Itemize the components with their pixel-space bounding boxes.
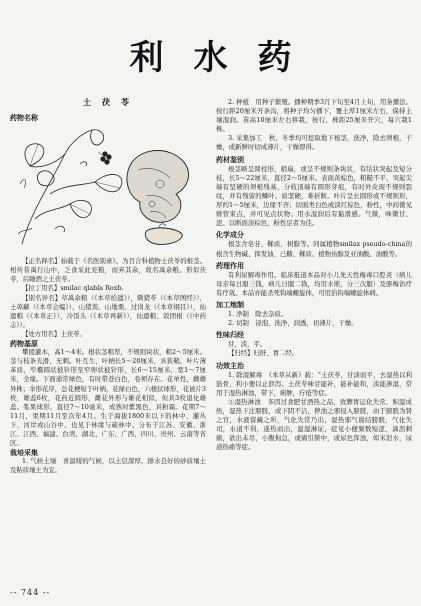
left-column: [10, 98, 206, 475]
cultivation-text: 1. 气候土壤 喜温暖的气候，以土层深厚，排水良好的砂质壤土及粘质壤土为宜。: [10, 457, 206, 475]
pharmacology-text: 有利尿解毒作用。临床报道本品对小儿先天性梅毒口腔炎（病儿母亲每日服三钱，病儿日服二钱，均用水煎，分三次服）及驱梅治疗有疗效。本品亦能杀死钩端螺旋体，可用治钩端螺旋体病。: [216, 270, 412, 297]
chemistry-text: 根茎含皂苷、鞣质、树脂等。同属植物smilax pseudo-china的根含生物碱、挥发油、已糖、鞣质、植物甾醇及亚油酸、油酸等。: [216, 240, 412, 258]
entry-name: 土 茯 苓: [82, 97, 134, 107]
plant-illustration: [10, 124, 206, 252]
processing-step-cut: 2. 切制 浸泡，洗净，润透，切薄片，干燥。: [228, 319, 358, 328]
efficacy-text-1: 1. 除湿解毒 《本草从新》载：“土茯苓，甘淡而平，去湿热以利筋骨，利小便以止泄泻。土茯苓味甘能补，能补能和，淡能渗湿，常用于湿热淋浊，带下，痈肿，疔疮等症。: [216, 370, 412, 397]
section-pharmacology: 药理作用: [216, 260, 244, 270]
section-morphology: 药物基原: [10, 339, 38, 349]
identification-text: 根茎略呈圆柱形，稍扁，或呈不规则条块状，有结状突起及短分枝，长5～22厘米，直径2～5厘米。表面黄棕色，粗糙不平，突起尖端有坚硬的须根残基，分枝顶端有圆形芽痕，有时外皮现不规则裂纹，并有残留的鳞叶。质坚硬，难折断。叶片呈长圆形或不规则形，厚约1～5厘米，边缘不齐；切面类白色或淡红棕色，粉性，中间微见维管束点，并可见点状物；用水湿润后有黏滑感。气微，味微甘、涩。以断面淡棕色，粉性足者为佳。: [216, 164, 412, 228]
efficacy-text-2: ②湿热淋浊 多因过食肥甘酒热之品，致脾胃运化失常，积湿成热，湿热下注膀胱，或下阴不洁，秽浊之邪侵入膀胱，由于膀胱为肾之官，水液留藏之所，气化失常乃出，湿热邪气遏结膀胱，气化失司，水道不利，遂热而出，湿湿淋证，症见小便频数短涩，滴沥刺痛，欲出未尽，小腹拘急，或痛引脐中，或尿色浑浊，如米泔水，尿道热痛等症。: [216, 397, 412, 452]
taste-text: 甘，淡，平。: [228, 340, 267, 349]
page-title: 利水药: [129, 38, 322, 78]
section-identification: 药材鉴别: [216, 154, 244, 164]
section-cultivation: 栽培采集: [10, 448, 38, 458]
specimen-heading: 药物名称: [10, 113, 38, 123]
cultivation-harvest: 3. 采集加工 秋、冬季均可挖取地下根茎，洗净，除去须根，干燥，或新鲜时切成薄片，干燥即得。: [216, 134, 412, 152]
section-efficacy: 功效主治: [216, 360, 244, 370]
processing-step-clean: 1. 净制 除去杂质。: [228, 310, 288, 319]
paragraph-latin-name: 【拉丁用名】smilac qlabla Roxb.: [22, 284, 124, 293]
paragraph-name-origin: 【正名释名】始载于《名医别录》。为百合科植物土茯苓的根茎。相传昔禹行山中，乏食采此充粮，而弃其余，故名禹余粮。形似茯苓，后睡酒之土茯苓。: [10, 257, 206, 284]
paragraph-prescription-name: 【处方用名】土茯苓。: [22, 329, 86, 338]
section-taste: 性味归经: [216, 330, 244, 340]
cultivation-planting: 2. 种植 用种子繁殖。播种期季3月下旬至4月上旬，用条播法。按行距20厘米开条沟，将种子均匀播下，覆土厚1厘米左右，保持土壤湿润。苗高10厘米左右移栽，按行、株距25厘米开穴，每穴栽1株。: [216, 98, 412, 134]
section-processing: 加工炮制: [216, 299, 244, 309]
meridian-text: 【归经】归肝、胃二经。: [228, 349, 299, 358]
right-column: [216, 98, 412, 452]
paragraph-aliases: 【别名异名】草禹余粮（《本草拾遗》），刺猪苓（《本草图经》），土萆薢（《本草会编》），山猪粪、山地栗、过岗龙（《本草纲目》），仙遗粮（《本草正》），冷饭头（《本草再新》），仙遗粮、饭团根（《中药志》）。: [10, 293, 206, 329]
section-chemistry: 化学成分: [216, 230, 244, 240]
page-number: -- 744 --: [10, 588, 51, 597]
morphology-text: 攀援灌木，高1～4米。根状茎粗厚，不规则块状，粗2～5厘米。茎与枝条光滑，无刺。叶互生，叶柄长5～20厘米，具狭鞘，叶片薄革质，窄椭圆状披针形至窄卵状披针形，长6～15厘米，宽1～7厘米，全缘。下面通常绿色，有时带苍白色，卷须存在。花单性，雌雄异株；伞形花序，总花梗短于叶柄，花绿白色，六棱状球形，花被片3枚，雄蕊6枚，花药近圆形，雌花外形与雄花相似，但具3枚退化雄蕊。浆果球形，直径7～10毫米，成熟时紫黑色，具粉霜。花期7～11月，果期11月至次年4月。生于海拔1800米以下的林中、灌丛下、河岸或山谷中，也见于林缘与疏林中。分布于江苏、安徽、浙江、江西、福建、台湾、湖北、广东、广西、四川、贵州、云南等省区。: [10, 348, 206, 448]
